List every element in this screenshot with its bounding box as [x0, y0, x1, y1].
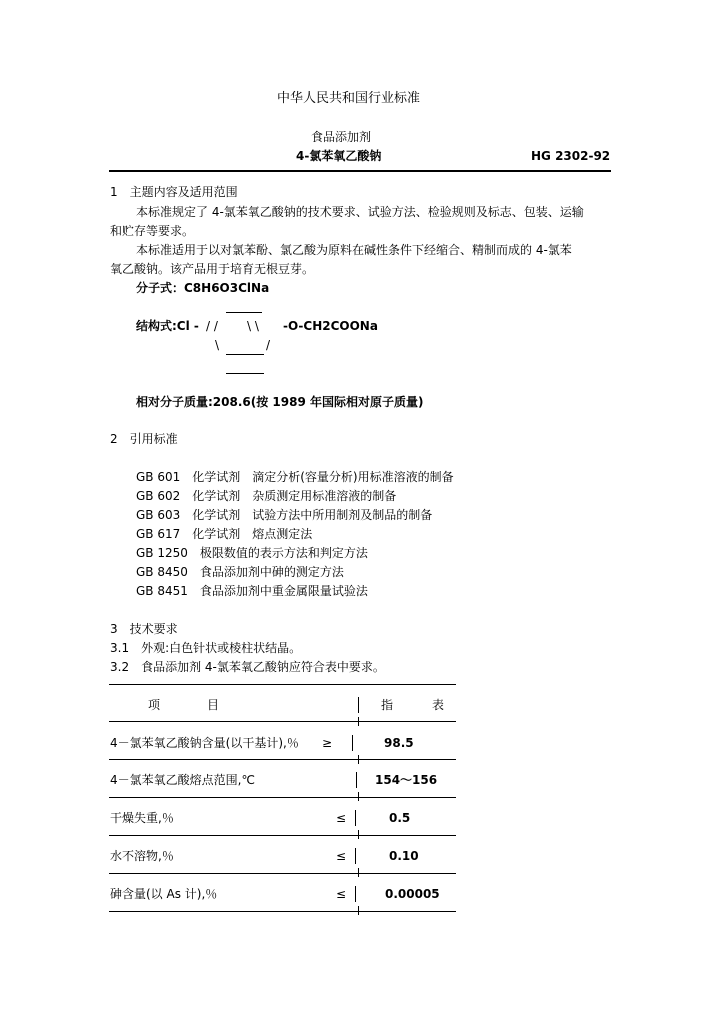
reference-item: GB 1250 极限数值的表示方法和判定方法 [136, 546, 368, 560]
column-separator [352, 735, 353, 751]
benzene-ring-top-bond [226, 312, 262, 313]
reference-item: GB 617 化学试剂 熔点测定法 [136, 527, 313, 541]
reference-item: GB 602 化学试剂 杂质测定用标准溶液的制备 [136, 489, 397, 503]
molecular-formula: 分子式：C8H6O3ClNa [136, 281, 270, 295]
section-2-heading: 2 引用标准 [110, 432, 178, 446]
standard-category-title: 中华人民共和国行业标准 [277, 91, 421, 106]
table-row-value: 0.10 [389, 849, 419, 863]
table-bottom-rule [109, 911, 456, 912]
table-header-rule [109, 721, 456, 722]
benzene-ring-lower-left-bond: \ [215, 338, 220, 352]
standard-code: HG 2302-92 [531, 149, 611, 163]
column-separator [356, 772, 357, 788]
table-row-item: 4－氯苯氧乙酸钠含量(以干基计),％ [110, 736, 299, 750]
table-row-value: 154～156 [375, 773, 438, 787]
reference-item: GB 603 化学试剂 试验方法中所用制剂及制品的制备 [136, 508, 433, 522]
section-1-paragraph-2-line-2: 氧乙酸钠。该产品用于培育无根豆芽。 [110, 262, 315, 276]
table-row-operator: ≥ [322, 736, 333, 750]
benzene-ring-right-bonds: \ \ [247, 319, 259, 333]
benzene-ring-lower-right-bond: / [266, 338, 271, 352]
product-name: 4-氯苯氧乙酸钠 [296, 149, 382, 163]
table-row-operator: ≤ [336, 887, 347, 901]
benzene-ring-left-bonds: / / [206, 319, 218, 333]
structural-formula-suffix: -O-CH2COONa [283, 319, 378, 333]
table-row-item: 干燥失重,％ [110, 811, 174, 825]
section-1-paragraph-1-line-2: 和贮存等要求。 [110, 224, 195, 238]
reference-item: GB 8450 食品添加剂中砷的测定方法 [136, 565, 344, 579]
column-header-item: 目 [207, 698, 220, 712]
column-header-item: 项 [148, 698, 161, 712]
structural-formula-prefix: 结构式:Cl - [136, 319, 199, 333]
benzene-ring-bottom-bond [226, 354, 264, 355]
column-separator [358, 697, 359, 713]
table-row-item: 砷含量(以 As 计),％ [110, 887, 218, 901]
table-row-rule [109, 835, 456, 836]
table-top-rule [109, 684, 456, 685]
column-cross [358, 717, 359, 726]
header-divider [109, 170, 611, 172]
table-row-value: 0.00005 [385, 887, 440, 901]
section-1-paragraph-2-line-1: 本标准适用于以对氯苯酚、氯乙酸为原料在碱性条件下经缩合、精制而成的 4-氯苯 [136, 243, 572, 257]
product-category: 食品添加剂 [311, 130, 372, 144]
table-row-item: 4－氯苯氧乙酸熔点范围,℃ [110, 773, 255, 787]
column-separator [355, 848, 356, 864]
table-row-rule [109, 759, 456, 760]
section-3-heading: 3 技术要求 [110, 622, 178, 636]
reference-item: GB 8451 食品添加剂中重金属限量试验法 [136, 584, 368, 598]
table-row-operator: ≤ [336, 849, 347, 863]
benzene-ring-inner-bond [226, 373, 264, 374]
relative-molecular-mass: 相对分子质量:208.6(按 1989 年国际相对原子质量) [136, 395, 424, 409]
column-header-index: 表 [432, 698, 445, 712]
column-separator [355, 810, 356, 826]
table-row-value: 0.5 [389, 811, 411, 825]
section-1-paragraph-1-line-1: 本标准规定了 4-氯苯氧乙酸钠的技术要求、试验方法、检验规则及标志、包装、运输 [136, 205, 584, 219]
table-row-value: 98.5 [384, 736, 414, 750]
section-1-heading: 1 主题内容及适用范围 [110, 185, 238, 199]
table-row-rule [109, 873, 456, 874]
reference-item: GB 601 化学试剂 滴定分析(容量分析)用标准溶液的制备 [136, 470, 454, 484]
table-row-operator: ≤ [336, 811, 347, 825]
table-row-item: 水不溶物,％ [110, 849, 174, 863]
column-separator [355, 886, 356, 902]
clause-3-2: 3.2 食品添加剂 4-氯苯氧乙酸钠应符合表中要求。 [110, 660, 385, 674]
clause-3-1: 3.1 外观:白色针状或棱柱状结晶。 [110, 641, 302, 655]
table-row-rule [109, 797, 456, 798]
column-header-index: 指 [381, 698, 394, 712]
